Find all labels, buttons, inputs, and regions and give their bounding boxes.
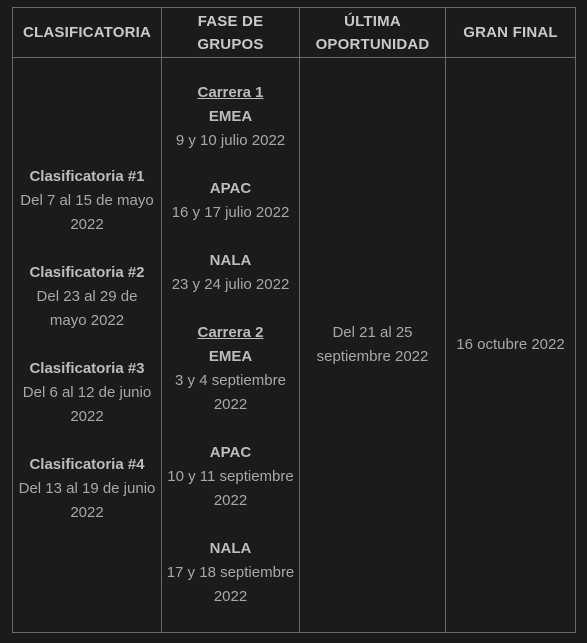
- last-chance-column: [300, 57, 446, 632]
- region-dates: 3 y 4 septiembre 2022: [175, 371, 286, 413]
- qualifier-title: Clasificatoria #2: [29, 263, 145, 281]
- region-name: NALA: [209, 539, 252, 557]
- qualifier-dates: Del 23 al 29 de mayo 2022: [36, 287, 138, 329]
- region-dates: 23 y 24 julio 2022: [171, 275, 290, 293]
- race-1-nala: [172, 249, 290, 297]
- race-2-apac: [162, 441, 299, 513]
- qualifiers-column: [13, 57, 162, 632]
- grand-final-date: 16 octubre 2022: [456, 335, 565, 353]
- header-last-chance: ÚLTIMA OPORTUNIDAD: [315, 12, 430, 53]
- qualifier-2: [13, 261, 161, 333]
- region-name: APAC: [209, 179, 252, 197]
- header-final-col: [446, 8, 575, 57]
- last-chance-cell: [300, 57, 445, 632]
- region-name: NALA: [209, 251, 252, 269]
- header-groups-col: [162, 8, 300, 57]
- qualifier-dates: Del 7 al 15 de mayo 2022: [20, 191, 154, 233]
- qualifier-title: Clasificatoria #1: [29, 167, 145, 185]
- qualifier-dates: Del 6 al 12 de junio 2022: [22, 383, 152, 425]
- qualifiers-list: [13, 57, 161, 632]
- header-grand-final: GRAN FINAL: [463, 24, 558, 41]
- qualifier-title: Clasificatoria #3: [29, 359, 145, 377]
- region-name: EMEA: [208, 107, 253, 125]
- header-qualifier-col: [13, 8, 162, 57]
- region-dates: 9 y 10 julio 2022: [175, 131, 286, 149]
- race-1-apac: [172, 177, 290, 225]
- grand-final-column: [446, 57, 575, 632]
- qualifier-1: [13, 165, 161, 237]
- qualifier-dates: Del 13 al 19 de junio 2022: [18, 479, 156, 521]
- region-dates: 16 y 17 julio 2022: [171, 203, 290, 221]
- table-header: [13, 8, 575, 58]
- grand-final-cell: [446, 57, 575, 632]
- region-dates: 10 y 11 septiembre 2022: [167, 467, 294, 509]
- region-name: APAC: [209, 443, 252, 461]
- last-chance-dates: Del 21 al 25 septiembre 2022: [316, 323, 429, 365]
- header-groups: FASE DE GRUPOS: [197, 12, 264, 53]
- region-dates: 17 y 18 septiembre 2022: [166, 563, 295, 605]
- race-1: [176, 81, 285, 153]
- race-2: [162, 321, 299, 417]
- table-body: [13, 57, 575, 632]
- race-2-nala: [162, 537, 299, 609]
- groups-column: [162, 57, 300, 632]
- region-name: EMEA: [208, 347, 253, 365]
- race-title: Carrera 2: [197, 323, 264, 341]
- qualifier-4: [13, 453, 161, 525]
- qualifier-title: Clasificatoria #4: [29, 455, 145, 473]
- race-title: Carrera 1: [197, 83, 264, 101]
- groups-list: [162, 57, 299, 632]
- header-qualifier: CLASIFICATORIA: [22, 24, 152, 41]
- schedule-table: [12, 7, 576, 633]
- header-last-chance-col: [300, 8, 446, 57]
- qualifier-3: [13, 357, 161, 429]
